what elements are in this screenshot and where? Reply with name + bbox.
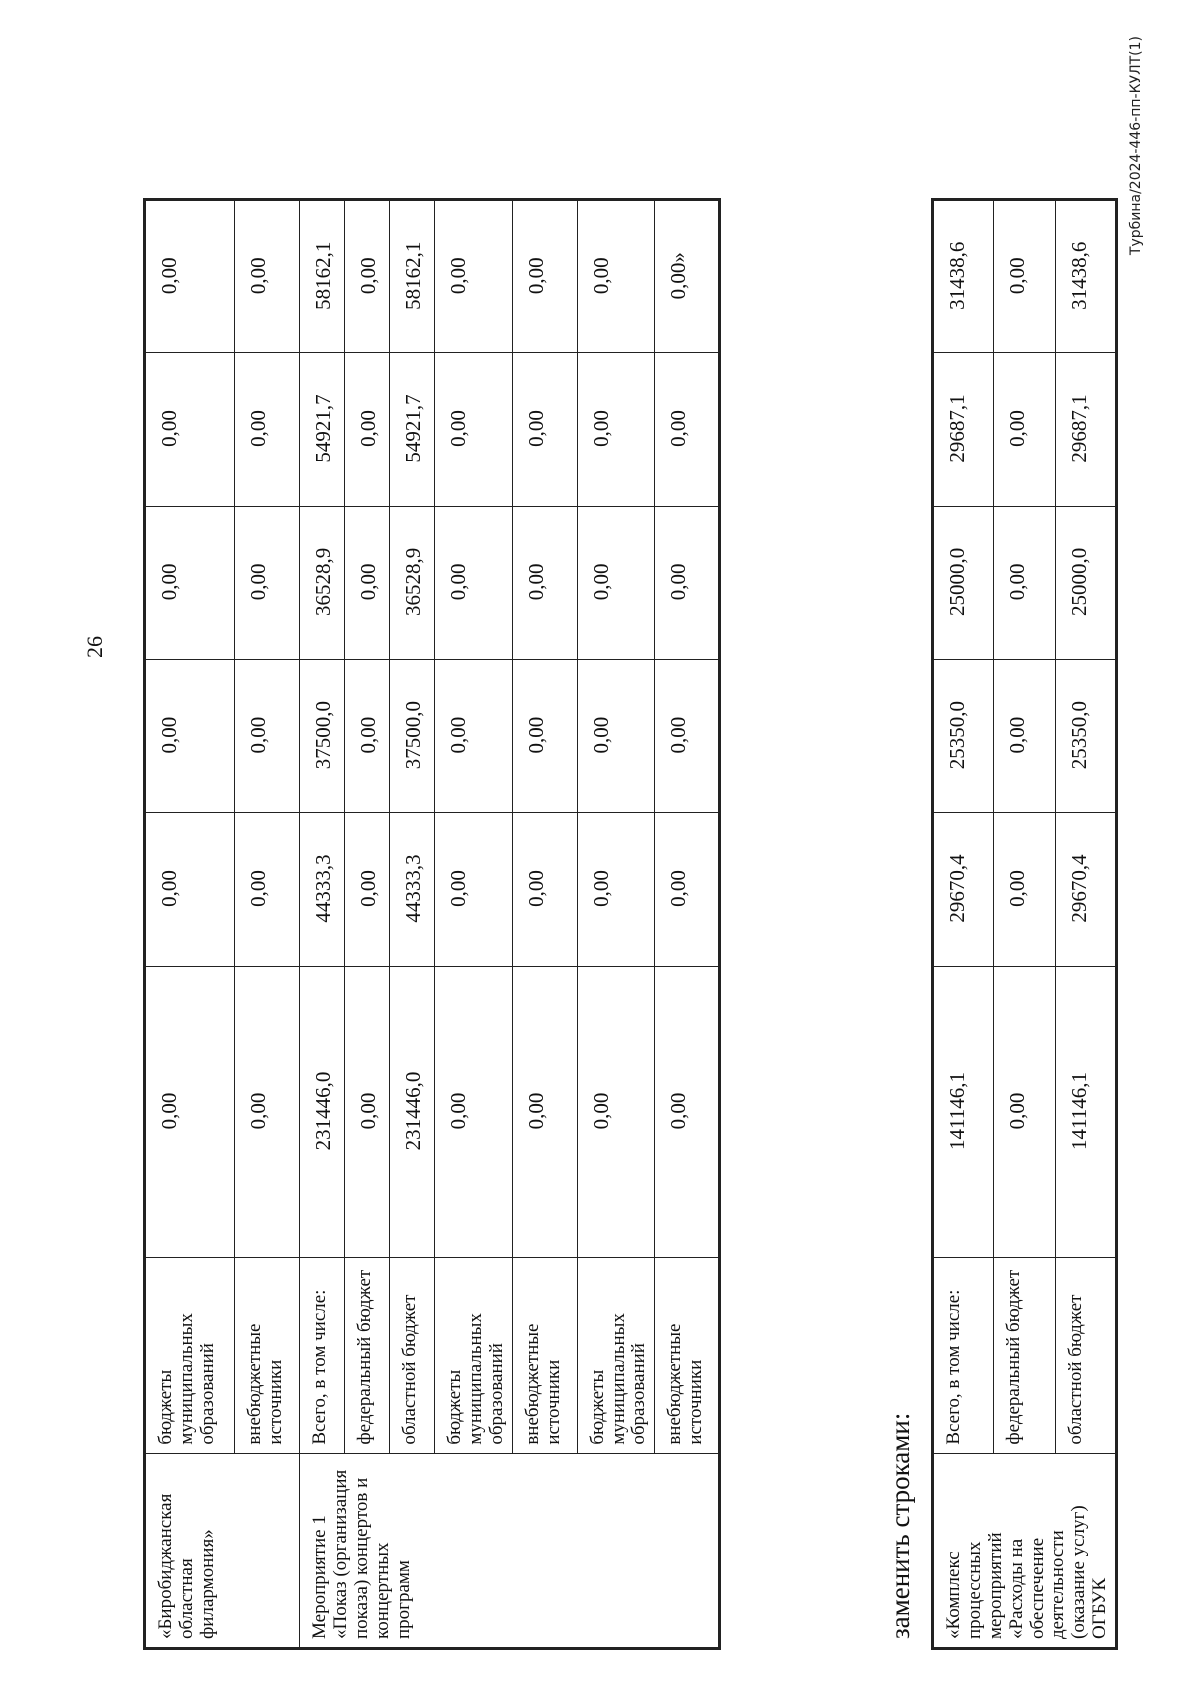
year-value-cell: 0,00	[345, 200, 390, 353]
table-row	[235, 200, 300, 1649]
year-value-cell: 36528,9	[300, 506, 345, 659]
program-name-cell: Мероприятие 1 «Показ (организация показа) концертов и концертных программ	[300, 1453, 720, 1648]
year-value-cell: 0,00	[512, 813, 577, 966]
funding-source-cell: бюджеты муниципальных образований	[145, 1258, 235, 1453]
table-row	[512, 200, 577, 1649]
year-value-cell: 0,00	[235, 200, 300, 353]
year-value-cell: 37500,0	[390, 659, 435, 812]
year-value-cell: 0,00	[345, 506, 390, 659]
table-row	[577, 200, 655, 1649]
total-value-cell: 141146,1	[933, 966, 994, 1258]
year-value-cell: 0,00	[145, 353, 235, 506]
total-value-cell: 0,00	[512, 966, 577, 1258]
total-value-cell: 141146,1	[1055, 966, 1116, 1258]
year-value-cell: 0,00	[655, 506, 720, 659]
year-value-cell: 0,00	[435, 659, 513, 812]
year-value-cell: 36528,9	[390, 506, 435, 659]
table-row	[655, 200, 720, 1649]
replace-instruction: заменить строками:	[885, 1412, 915, 1639]
year-value-cell: 0,00	[235, 813, 300, 966]
year-value-cell: 0,00	[235, 659, 300, 812]
year-value-cell: 0,00	[577, 813, 655, 966]
year-value-cell: 25350,0	[933, 659, 994, 812]
total-value-cell: 0,00	[435, 966, 513, 1258]
year-value-cell: 0,00	[145, 200, 235, 353]
year-value-cell: 0,00	[994, 659, 1055, 812]
year-value-cell: 0,00	[235, 506, 300, 659]
year-value-cell: 0,00	[577, 353, 655, 506]
year-value-cell: 29670,4	[1055, 813, 1116, 966]
page-number: 26	[82, 636, 107, 658]
funding-source-cell: федеральный бюджет	[994, 1258, 1055, 1453]
year-value-cell: 0,00	[577, 200, 655, 353]
funding-source-cell: Всего, в том числе:	[933, 1258, 994, 1453]
year-value-cell: 0,00	[512, 506, 577, 659]
year-value-cell: 0,00	[435, 813, 513, 966]
total-value-cell: 0,00	[577, 966, 655, 1258]
program-name-cell: «Биробиджанская областная филармония»	[145, 1453, 300, 1648]
year-value-cell: 25000,0	[1055, 506, 1116, 659]
year-value-cell: 0,00	[345, 659, 390, 812]
year-value-cell: 58162,1	[390, 200, 435, 353]
table-row	[994, 200, 1055, 1649]
funding-source-cell: областной бюджет	[1055, 1258, 1116, 1453]
funding-source-cell: внебюджетные источники	[512, 1258, 577, 1453]
year-value-cell: 29687,1	[1055, 353, 1116, 506]
budget-table-2	[931, 198, 1118, 1650]
year-value-cell: 25350,0	[1055, 659, 1116, 812]
year-value-cell: 0,00	[994, 506, 1055, 659]
year-value-cell: 29687,1	[933, 353, 994, 506]
year-value-cell: 44333,3	[390, 813, 435, 966]
year-value-cell: 0,00	[512, 200, 577, 353]
year-value-cell: 0,00»	[655, 200, 720, 353]
year-value-cell: 0,00	[577, 659, 655, 812]
year-value-cell: 0,00	[235, 353, 300, 506]
total-value-cell: 231446,0	[300, 966, 345, 1258]
year-value-cell: 25000,0	[933, 506, 994, 659]
table-row	[345, 200, 390, 1649]
year-value-cell: 54921,7	[390, 353, 435, 506]
year-value-cell: 0,00	[994, 813, 1055, 966]
year-value-cell: 0,00	[655, 813, 720, 966]
budget-table-1	[143, 198, 721, 1650]
funding-source-cell: федеральный бюджет	[345, 1258, 390, 1453]
year-value-cell: 54921,7	[300, 353, 345, 506]
year-value-cell: 0,00	[655, 659, 720, 812]
table-row	[390, 200, 435, 1649]
year-value-cell: 0,00	[435, 200, 513, 353]
table-row	[435, 200, 513, 1649]
year-value-cell: 29670,4	[933, 813, 994, 966]
total-value-cell: 0,00	[345, 966, 390, 1258]
total-value-cell: 0,00	[235, 966, 300, 1258]
year-value-cell: 0,00	[655, 353, 720, 506]
funding-source-cell: Всего, в том числе:	[300, 1258, 345, 1453]
funding-source-cell: внебюджетные источники	[235, 1258, 300, 1453]
year-value-cell: 0,00	[435, 506, 513, 659]
total-value-cell: 231446,0	[390, 966, 435, 1258]
table-row	[145, 200, 235, 1649]
funding-source-cell: бюджеты муниципальных образований	[577, 1258, 655, 1453]
table-row	[1055, 200, 1116, 1649]
year-value-cell: 0,00	[577, 506, 655, 659]
year-value-cell: 0,00	[145, 659, 235, 812]
total-value-cell: 0,00	[655, 966, 720, 1258]
year-value-cell: 0,00	[345, 813, 390, 966]
program-name-cell: «Комплекс процессных мероприятий «Расходы на обеспечение деятельности (оказание услуг) ОГБУК	[933, 1453, 1117, 1648]
table-row	[300, 200, 345, 1649]
year-value-cell: 0,00	[994, 200, 1055, 353]
total-value-cell: 0,00	[145, 966, 235, 1258]
funding-source-cell: внебюджетные источники	[655, 1258, 720, 1453]
year-value-cell: 44333,3	[300, 813, 345, 966]
year-value-cell: 0,00	[345, 353, 390, 506]
year-value-cell: 0,00	[994, 353, 1055, 506]
year-value-cell: 37500,0	[300, 659, 345, 812]
year-value-cell: 58162,1	[300, 200, 345, 353]
year-value-cell: 0,00	[512, 353, 577, 506]
table-row	[933, 200, 994, 1649]
funding-source-cell: областной бюджет	[390, 1258, 435, 1453]
year-value-cell: 0,00	[145, 813, 235, 966]
year-value-cell: 31438,6	[1055, 200, 1116, 353]
year-value-cell: 31438,6	[933, 200, 994, 353]
total-value-cell: 0,00	[994, 966, 1055, 1258]
document-code: Турбина/2024-446-пп-КУЛТ(1)	[1128, 36, 1144, 256]
year-value-cell: 0,00	[435, 353, 513, 506]
year-value-cell: 0,00	[145, 506, 235, 659]
funding-source-cell: бюджеты муниципальных образований	[435, 1258, 513, 1453]
year-value-cell: 0,00	[512, 659, 577, 812]
